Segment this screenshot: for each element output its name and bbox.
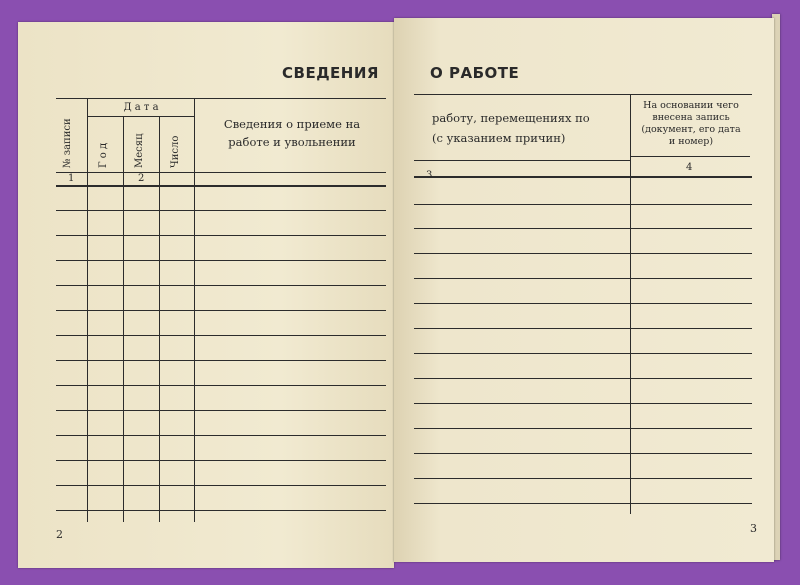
row-line xyxy=(414,278,752,279)
col-basis-line4: и номер) xyxy=(668,136,714,147)
column-number-3: 3 xyxy=(426,170,433,181)
col-divider-3 xyxy=(159,116,160,522)
header-top-line xyxy=(414,94,752,95)
column-number-4: 4 xyxy=(686,162,693,173)
row-line xyxy=(414,328,752,329)
row-line xyxy=(56,235,386,236)
col-day: Число xyxy=(170,135,181,168)
row-line xyxy=(56,510,386,511)
left-page-number: 2 xyxy=(56,528,63,541)
right-page xyxy=(394,18,774,562)
col-info-line2: (с указанием причин) xyxy=(432,131,566,145)
header-bottom-line xyxy=(56,172,386,173)
row-line xyxy=(56,210,386,211)
col-info-line1: Сведения о приеме на xyxy=(223,117,361,131)
right-page-number: 3 xyxy=(750,522,757,535)
row-line xyxy=(414,478,752,479)
left-page-title: СВЕДЕНИЯ xyxy=(282,64,379,82)
row-line xyxy=(414,228,752,229)
row-line xyxy=(414,303,752,304)
row-line xyxy=(56,335,386,336)
col-year: Г о д xyxy=(98,142,109,168)
row-line xyxy=(414,353,752,354)
row-line xyxy=(56,385,386,386)
date-subheader-line xyxy=(88,116,194,117)
row-line xyxy=(414,503,752,504)
row-line xyxy=(56,460,386,461)
column-number-line xyxy=(414,176,752,178)
column-number-1: 1 xyxy=(68,173,75,184)
col-info-line2: работе и увольнении xyxy=(228,135,356,149)
col-month: Месяц xyxy=(134,133,145,168)
row-line xyxy=(56,310,386,311)
row-line xyxy=(56,260,386,261)
row-line xyxy=(56,285,386,286)
left-page xyxy=(18,22,394,568)
row-line xyxy=(414,204,752,205)
col-entry-number: № записи xyxy=(62,118,73,168)
row-line xyxy=(56,410,386,411)
row-line xyxy=(56,485,386,486)
row-line xyxy=(56,360,386,361)
row-line xyxy=(414,428,752,429)
column-number-line xyxy=(56,185,386,187)
row-line xyxy=(414,403,752,404)
col-divider-2 xyxy=(123,116,124,522)
row-line xyxy=(414,378,752,379)
column-number-2: 2 xyxy=(138,173,145,184)
col-basis-line2: внесена запись xyxy=(652,112,730,123)
row-line xyxy=(414,253,752,254)
right-page-title: О РАБОТЕ xyxy=(430,64,520,82)
col-info-line1: работу, перемещениях по xyxy=(432,111,590,125)
col-basis-line3: (документ, его дата xyxy=(641,124,741,135)
col-basis-line1: На основании чего xyxy=(643,100,739,111)
header-bottom-line xyxy=(414,160,630,161)
row-line xyxy=(414,453,752,454)
header-bottom-line-col4 xyxy=(630,156,750,157)
header-top-line xyxy=(56,98,386,99)
col-date: Д а т а xyxy=(123,102,159,113)
row-line xyxy=(56,435,386,436)
col-divider xyxy=(630,94,631,514)
